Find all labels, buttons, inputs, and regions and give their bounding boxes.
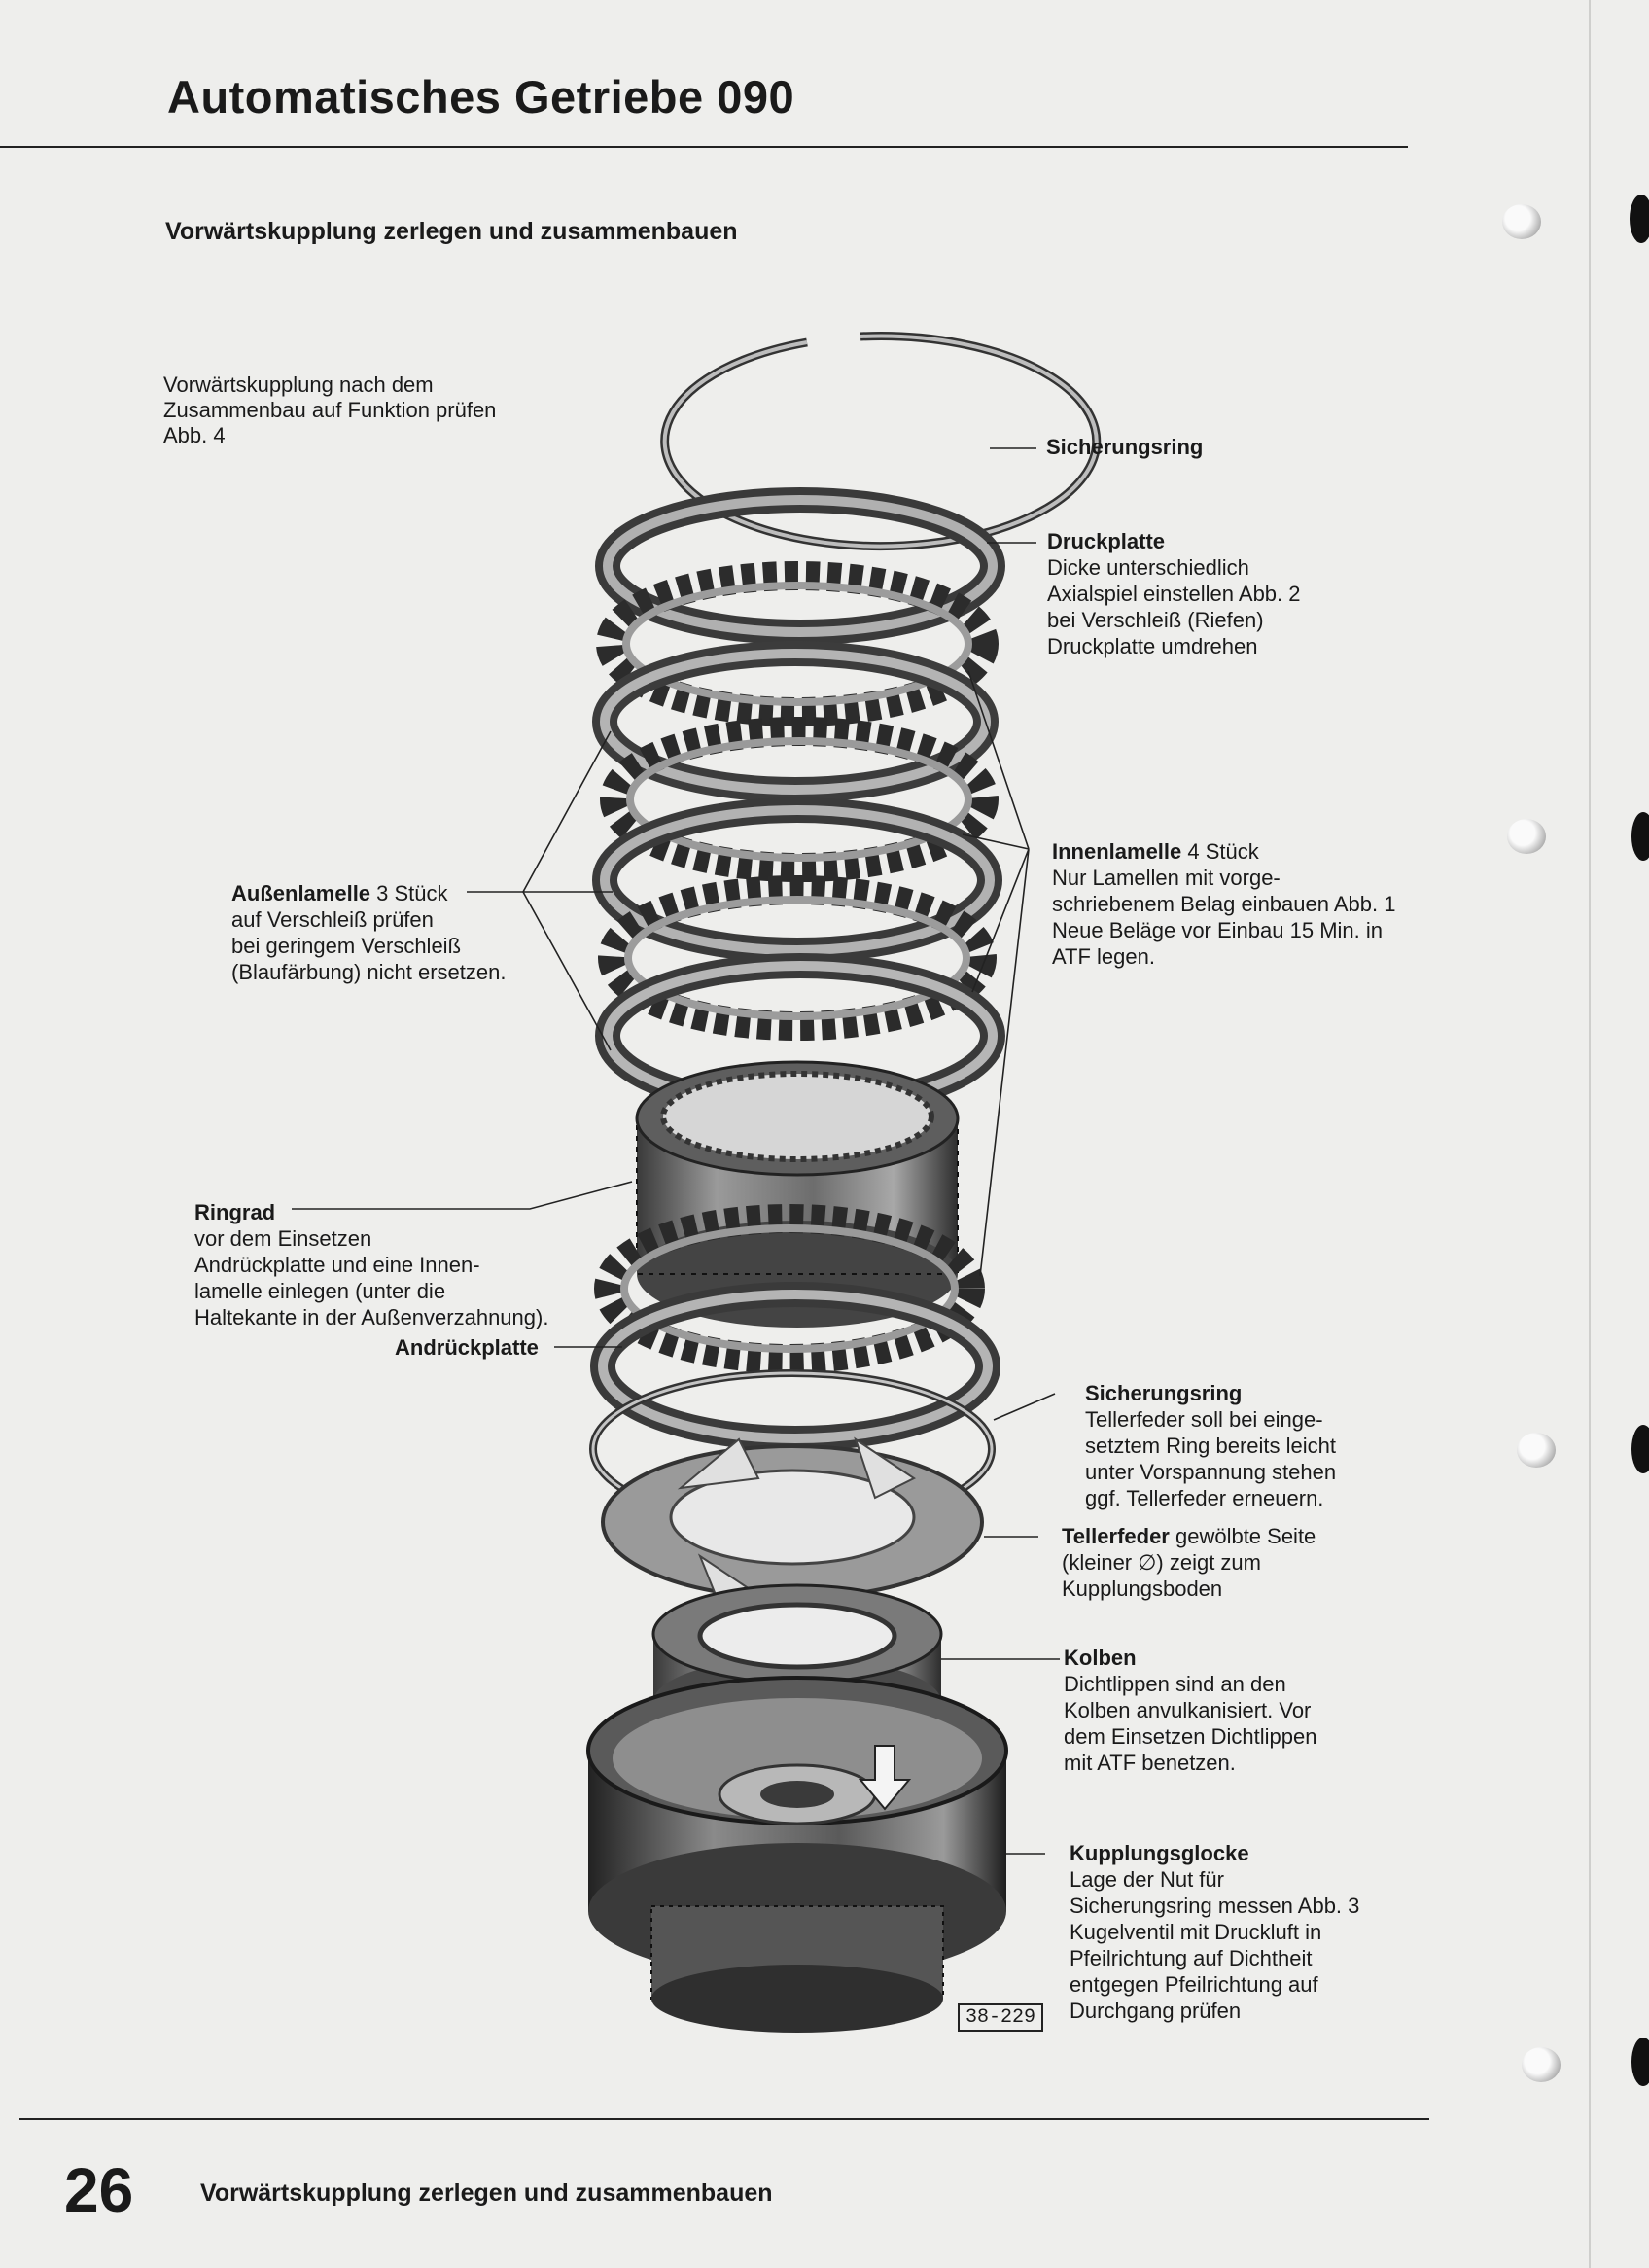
- binder-hole: [1502, 204, 1541, 239]
- page-title: Automatisches Getriebe 090: [167, 71, 795, 123]
- part-count: 3 Stück: [370, 881, 448, 905]
- part-name: Sicherungsring: [1046, 435, 1204, 459]
- label-line: Haltekante in der Außenverzahnung).: [194, 1305, 549, 1329]
- label-line: Kugelventil mit Druckluft in: [1070, 1920, 1322, 1944]
- label-line: gewölbte Seite: [1169, 1524, 1316, 1548]
- footer-title: Vorwärtskupplung zerlegen und zusammenbauen: [200, 2179, 773, 2207]
- page-edge-mark: [1631, 812, 1649, 861]
- part-name: Kolben: [1064, 1646, 1137, 1670]
- label-kupplungsglocke: [1070, 1840, 1359, 2024]
- label-line: bei geringem Verschleiß: [231, 934, 462, 958]
- label-line: Dicke unterschiedlich: [1047, 555, 1249, 580]
- label-line: auf Verschleiß prüfen: [231, 907, 434, 932]
- label-line: ggf. Tellerfeder erneuern.: [1085, 1486, 1324, 1510]
- label-line: schriebenem Belag einbauen Abb. 1: [1052, 892, 1396, 916]
- label-line: Kupplungsboden: [1062, 1577, 1223, 1601]
- page-edge-mark: [1631, 1425, 1649, 1473]
- label-line: Axialspiel einstellen Abb. 2: [1047, 582, 1301, 606]
- label-aussenlamelle: [231, 880, 507, 985]
- diaphragm-spring: [603, 1439, 982, 1605]
- footer-rule: [19, 2118, 1429, 2120]
- label-line: Tellerfeder soll bei einge-: [1085, 1407, 1323, 1432]
- label-kolben: [1064, 1645, 1316, 1776]
- label-line: Lage der Nut für: [1070, 1867, 1224, 1892]
- binder-hole: [1507, 819, 1546, 854]
- binder-hole: [1522, 2047, 1561, 2082]
- figure-number: 38-229: [958, 2003, 1043, 2032]
- label-line: Sicherungsring messen Abb. 3: [1070, 1894, 1360, 1918]
- label-line: Andrückplatte und eine Innen-: [194, 1253, 480, 1277]
- label-line: setztem Ring bereits leicht: [1085, 1434, 1336, 1458]
- page-number: 26: [64, 2155, 134, 2225]
- note-line: Abb. 4: [163, 423, 226, 447]
- label-innenlamelle: [1052, 838, 1395, 970]
- label-tellerfeder: [1062, 1523, 1316, 1602]
- label-sicherungsring-bottom: [1085, 1380, 1336, 1511]
- note-line: Vorwärtskupplung nach dem: [163, 372, 434, 397]
- label-line: entgegen Pfeilrichtung auf: [1070, 1972, 1318, 1997]
- part-name: Andrückplatte: [395, 1335, 539, 1360]
- label-line: Nur Lamellen mit vorge-: [1052, 866, 1281, 890]
- label-line: Druckplatte umdrehen: [1047, 634, 1258, 658]
- part-name: Kupplungsglocke: [1070, 1841, 1249, 1865]
- label-line: Pfeilrichtung auf Dichtheit: [1070, 1946, 1313, 1970]
- section-title: Vorwärtskupplung zerlegen und zusammenbauen: [165, 218, 738, 245]
- label-line: unter Vorspannung stehen: [1085, 1460, 1337, 1484]
- label-line: lamelle einlegen (unter die: [194, 1279, 446, 1303]
- part-name: Innenlamelle: [1052, 839, 1182, 864]
- label-ringrad: [194, 1199, 548, 1330]
- label-line: dem Einsetzen Dichtlippen: [1064, 1724, 1317, 1749]
- label-line: Kolben anvulkanisiert. Vor: [1064, 1698, 1312, 1722]
- part-name: Sicherungsring: [1085, 1381, 1243, 1405]
- part-name: Außenlamelle: [231, 881, 371, 905]
- note-line: Zusammenbau auf Funktion prüfen: [163, 398, 497, 422]
- label-druckplatte: [1047, 528, 1301, 659]
- label-line: (kleiner ∅) zeigt zum: [1062, 1550, 1261, 1575]
- clutch-drum: [588, 1678, 1006, 2033]
- part-count: 4 Stück: [1181, 839, 1259, 864]
- part-name: Tellerfeder: [1062, 1524, 1170, 1548]
- label-line: mit ATF benetzen.: [1064, 1751, 1236, 1775]
- label-line: vor dem Einsetzen: [194, 1226, 372, 1251]
- label-sicherungsring-top: [1046, 434, 1203, 460]
- label-line: (Blaufärbung) nicht ersetzen.: [231, 960, 507, 984]
- page-fold-line: [1589, 0, 1591, 2268]
- page-edge-mark: [1630, 195, 1649, 243]
- part-name: Druckplatte: [1047, 529, 1166, 553]
- part-name: Ringrad: [194, 1200, 276, 1224]
- label-line: bei Verschleiß (Riefen): [1047, 608, 1264, 632]
- label-line: Neue Beläge vor Einbau 15 Min. in: [1052, 918, 1383, 942]
- page-edge-mark: [1631, 2038, 1649, 2086]
- binder-hole: [1517, 1433, 1556, 1468]
- label-line: ATF legen.: [1052, 944, 1155, 969]
- label-andrueckplatte: [395, 1334, 539, 1361]
- label-line: Durchgang prüfen: [1070, 1999, 1242, 2023]
- disc-stack: [605, 500, 993, 1106]
- label-line: Dichtlippen sind an den: [1064, 1672, 1286, 1696]
